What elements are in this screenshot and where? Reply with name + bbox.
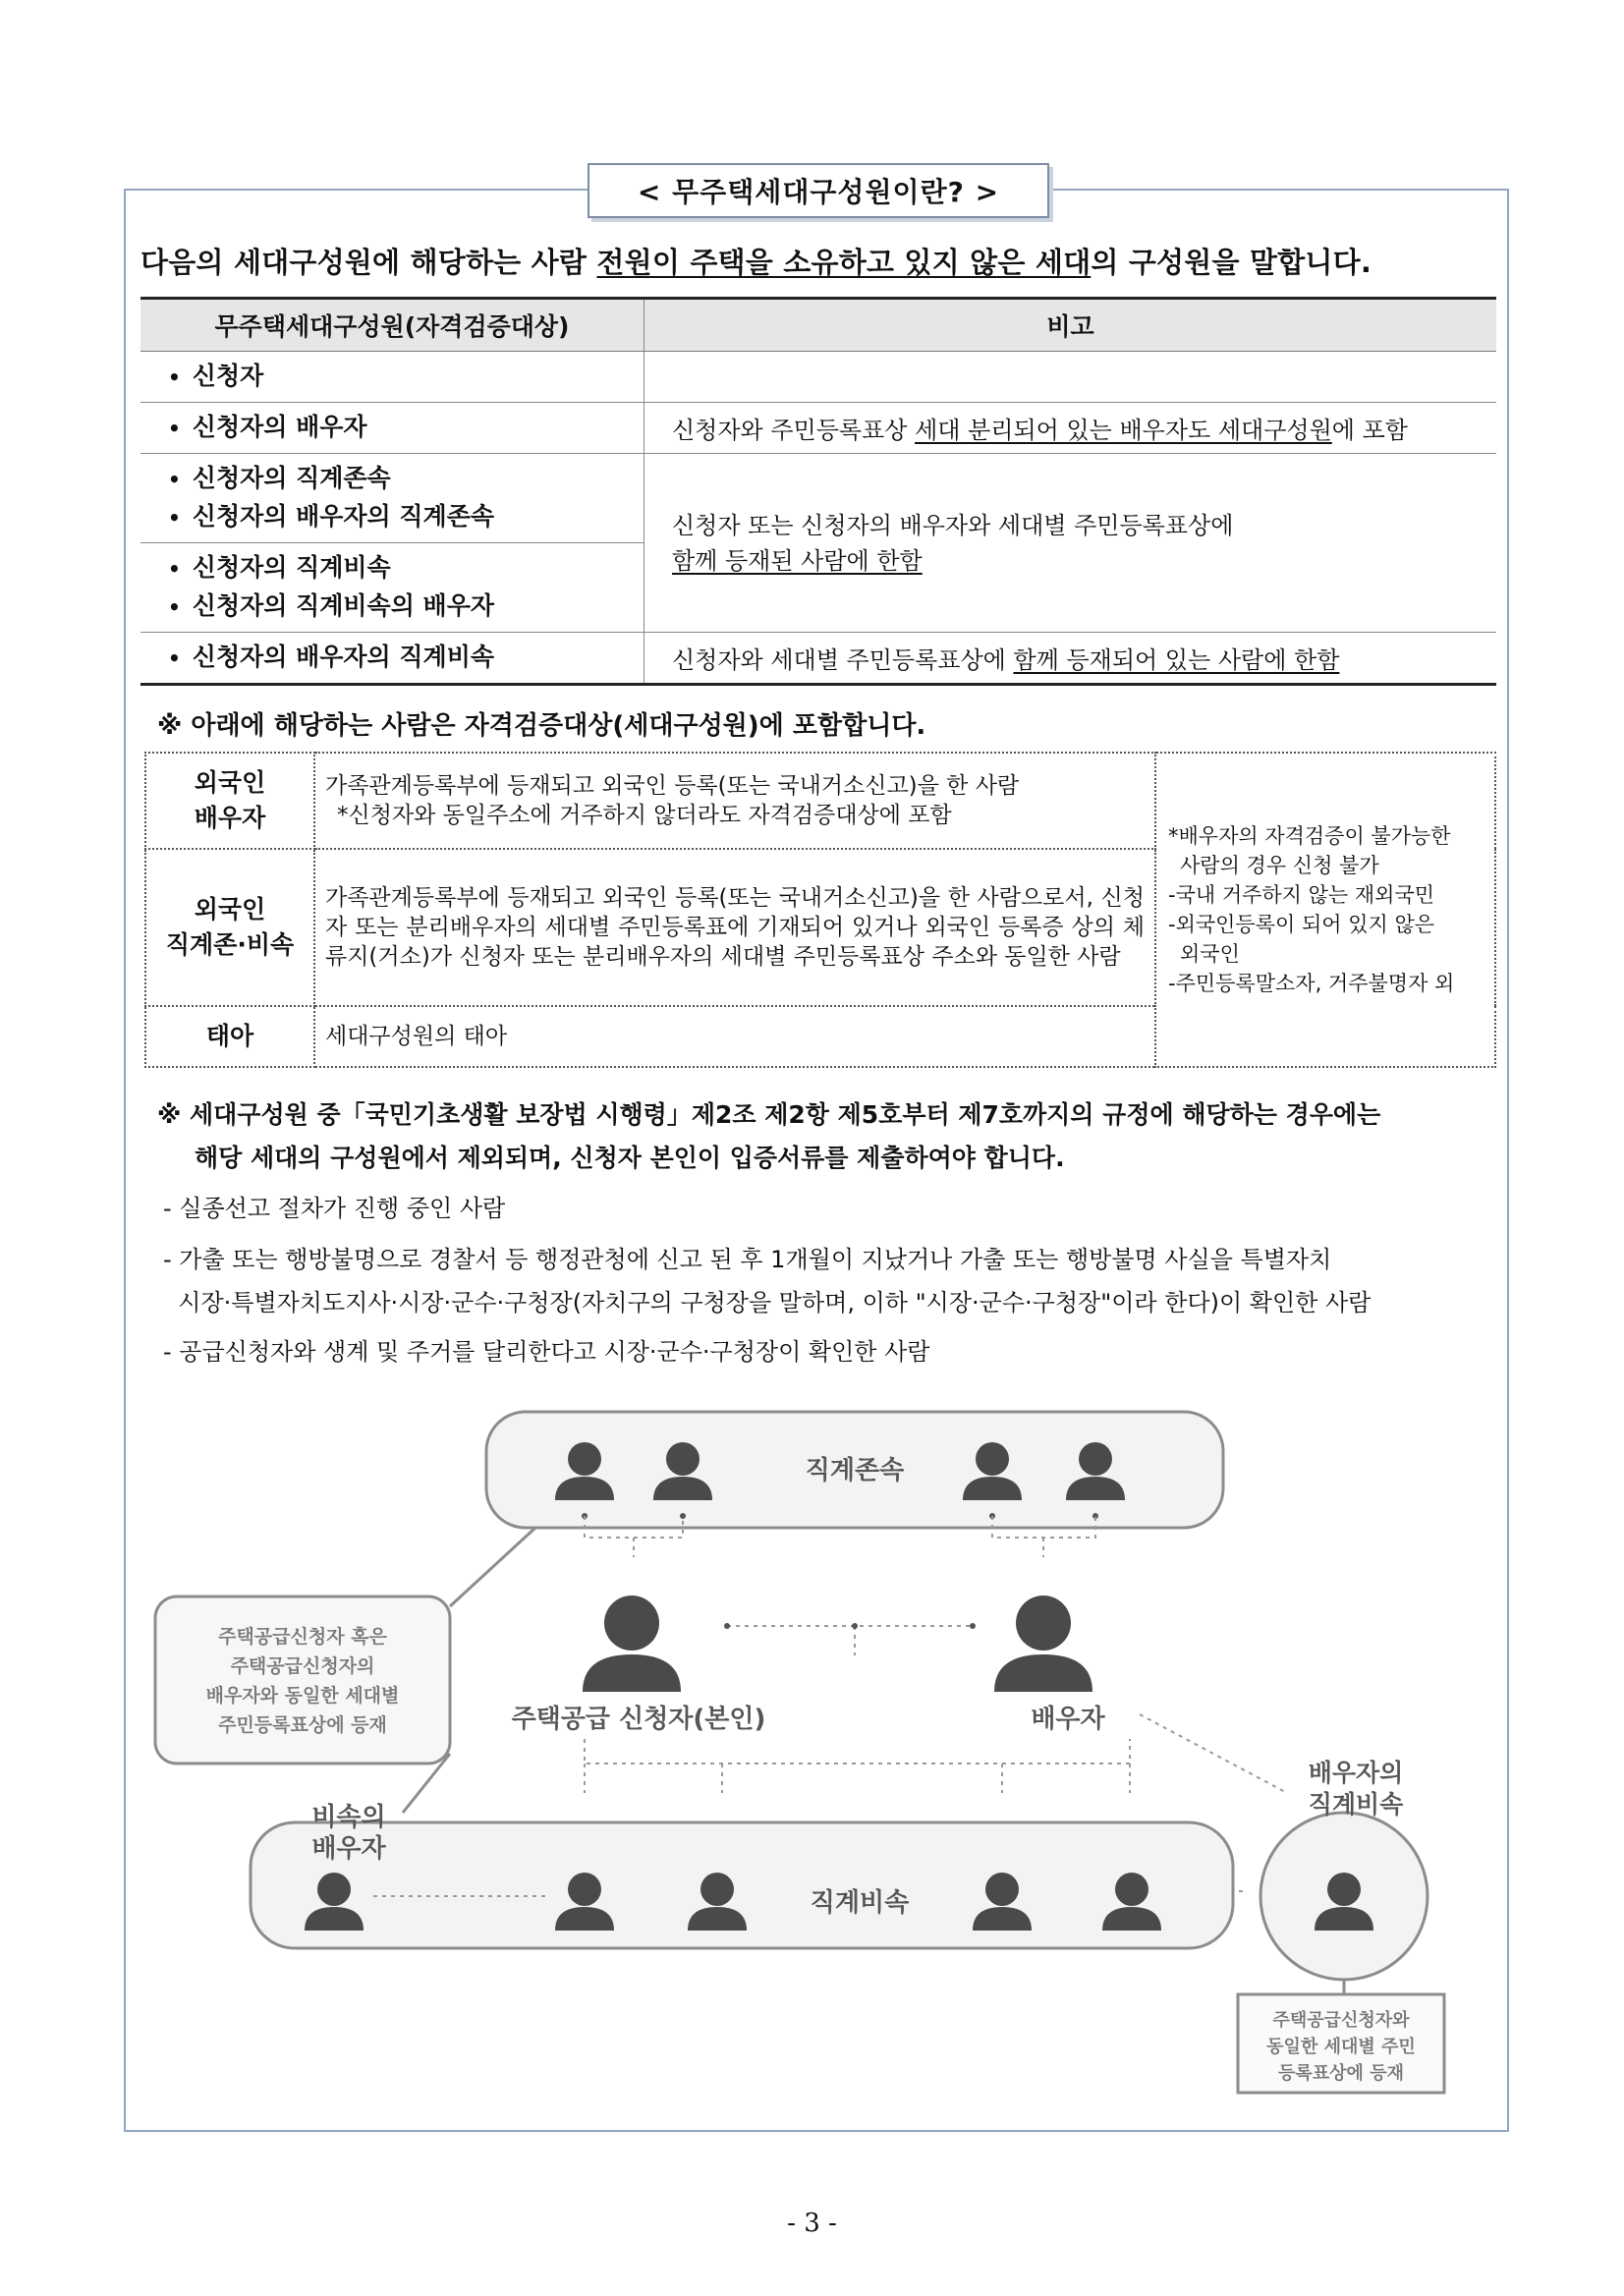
desc-spouse-label: 비속의: [311, 1803, 386, 1832]
member-label: • 신청자의 직계비속: [168, 549, 634, 588]
dash-item: - 가출 또는 행방불명으로 경찰서 등 행정관청에 신고 된 후 1개월이 지났거나 가출 또는 행방불명 사실을 특별자치: [163, 1246, 1332, 1273]
ancestors-label: 직계존속: [805, 1456, 905, 1485]
svg-text:동일한 세대별 주민: 동일한 세대별 주민: [1266, 2037, 1416, 2057]
left-note-box: [155, 1596, 450, 1764]
table-header-remark: 비고: [644, 299, 1497, 352]
spouse-desc-label: 직계비속: [1308, 1790, 1404, 1819]
spouse-icon: [994, 1596, 1092, 1692]
member-label: • 신청자의 직계비속의 배우자: [168, 588, 634, 626]
row-head: 외국인 직계존·비속: [145, 849, 314, 1006]
members-table: [140, 297, 1496, 686]
intro-text: [140, 241, 1496, 281]
table-row: [140, 403, 1496, 454]
remark-cell: 신청자와 주민등록표상 세대 분리되어 있는 배우자도 세대구성원에 포함: [644, 403, 1497, 454]
note-included: ※ 아래에 해당하는 사람은 자격검증대상(세대구성원)에 포함합니다.: [157, 711, 926, 741]
intro-prefix: 다음의 세대구성원에 해당하는 사람: [140, 246, 597, 279]
applicant-icon: [583, 1596, 681, 1692]
spouse-desc-label: 배우자의: [1308, 1759, 1404, 1787]
svg-text:주택공급신청자의: 주택공급신청자의: [230, 1655, 375, 1677]
svg-text:주택공급신청자와: 주택공급신청자와: [1272, 2010, 1410, 2031]
page-number: - 3 -: [787, 2209, 837, 2238]
svg-text:주택공급신청자 혹은: 주택공급신청자 혹은: [218, 1626, 387, 1648]
applicant-label: 주택공급 신청자(본인): [511, 1705, 766, 1734]
row-text: 가족관계등록부에 등재되고 외국인 등록(또는 국내거소신고)을 한 사람으로서, 신청자 또는 분리배우자의 세대별 주민등록표에 기재되어 있거나 외국인 등록증 상의 체류지(거소)가 신청자 또는 분리배우자의 세대별 주민등록표상 주소와 동일한 사람: [314, 849, 1155, 1006]
dash-item: - 실종선고 절차가 진행 중인 사람: [163, 1195, 506, 1222]
intro-suffix: 의 구성원을 말합니다.: [1091, 246, 1372, 279]
desc-spouse-label: 배우자: [311, 1834, 386, 1864]
row-text: 세대구성원의 태아: [314, 1006, 1155, 1067]
row-head: 태아: [145, 1006, 314, 1067]
svg-text:배우자와 동일한 세대별: 배우자와 동일한 세대별: [205, 1685, 400, 1707]
dash-item: 시장·특별자치도지사·시장·군수·구청장(자치구의 구청장을 말하며, 이하 "시장·군수·구청장"이라 한다)이 확인한 사람: [163, 1289, 1372, 1316]
side-note: *배우자의 자격검증이 불가능한 사람의 경우 신청 불가 -국내 거주하지 않는 재외국민 -외국인등록이 되어 있지 않은 외국인 -주민등록말소자, 거주불명자 외: [1155, 753, 1495, 1067]
intro-underlined: 전원이 주택을 소유하고 있지 않은 세대: [596, 246, 1092, 279]
member-label: • 신청자: [168, 358, 634, 396]
member-label: • 신청자의 배우자의 직계비속: [168, 639, 634, 677]
spouse-label: 배우자: [1031, 1705, 1105, 1734]
table-row: [145, 753, 1495, 849]
member-label: • 신청자의 배우자: [168, 409, 634, 447]
table-row: [140, 454, 1496, 543]
dash-item: - 공급신청자와 생계 및 주거를 달리한다고 시장·군수·구청장이 확인한 사람: [163, 1338, 930, 1366]
table-row: [140, 352, 1496, 403]
household-diagram: [147, 1400, 1454, 2107]
descendants-label: 직계비속: [810, 1888, 910, 1918]
svg-text:등록표상에 등재: 등록표상에 등재: [1278, 2063, 1404, 2084]
row-text: 가족관계등록부에 등재되고 외국인 등록(또는 국내거소신고)을 한 사람 *신청자와 동일주소에 거주하지 않더라도 자격검증대상에 포함: [314, 753, 1155, 849]
row-head: 외국인 배우자: [145, 753, 314, 849]
member-label: • 신청자의 배우자의 직계존속: [168, 498, 634, 536]
remark-cell: [644, 352, 1497, 403]
table-header-members: 무주택세대구성원(자격검증대상): [140, 299, 644, 352]
table-row: [140, 633, 1496, 685]
foreigner-table: [144, 752, 1496, 1068]
remark-cell: 신청자 또는 신청자의 배우자와 세대별 주민등록표상에 함께 등재된 사람에 한함: [644, 454, 1497, 633]
member-label: • 신청자의 직계존속: [168, 460, 634, 498]
remark-cell: 신청자와 세대별 주민등록표상에 함께 등재되어 있는 사람에 한함: [644, 633, 1497, 685]
svg-text:주민등록표상에 등재: 주민등록표상에 등재: [218, 1714, 387, 1736]
note-excluded: ※ 세대구성원 중「국민기초생활 보장법 시행령」제2조 제2항 제5호부터 제7호까지의 규정에 해당하는 경우에는 해당 세대의 구성원에서 제외되며, 신청자 본인이 입증서류를 제출하여야 합니다.: [157, 1100, 1381, 1172]
section-title: < 무주택세대구성원이란? >: [588, 163, 1049, 218]
